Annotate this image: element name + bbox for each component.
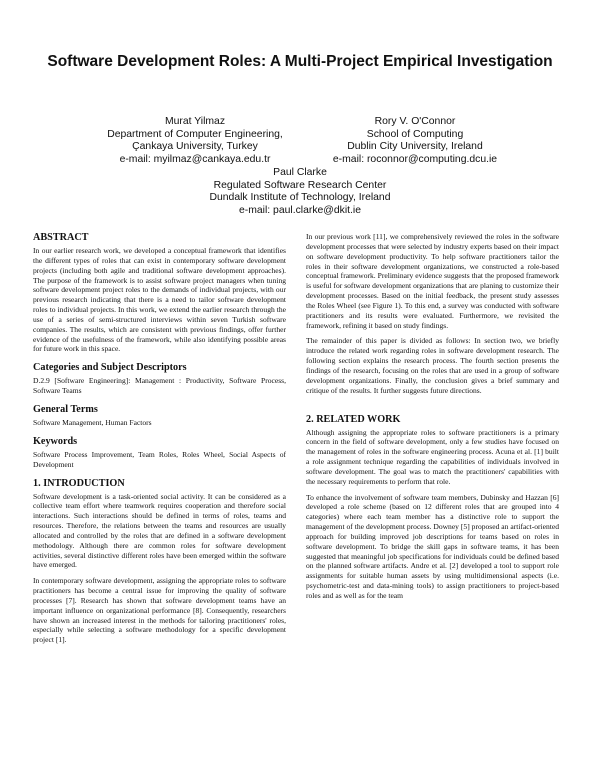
author-email: e-mail: paul.clarke@dkit.ie	[238, 204, 361, 216]
author-affiliation-line: School of Computing	[366, 128, 464, 140]
categories-text: D.2.9 [Software Engineering]: Management : Productivity, Software Process, Software Teams	[33, 376, 286, 396]
introduction-paragraph: In contemporary software development, assigning the appropriate roles to software practitioners has become a central issue for improving the quality of software processes [7]. Research has shown that software development teams have an important influence on organizational performance [8]. Consequently, researchers have shown an increased interest in the methods for tailoring practitioners' roles, especially while selecting a software methodology for a specific development project [1].	[33, 576, 286, 645]
author-name: Murat Yilmaz	[164, 116, 226, 127]
general-terms-heading: General Terms	[33, 403, 98, 415]
related-work-paragraph: To enhance the involvement of software team members, Dubinsky and Hazzan [6] developed a role scheme (based on 12 different roles that are grouped into 4 categories) where each team member has a distinctive role to support the management of the development process. Downey [5] proposed an artifact-oriented approach for building improved job descriptions for teams based on roles in software development. To bridge the skill gaps in software teams, it has been suggested that meaningful job specifications for individuals could be defined based on the planned software artifacts. Andre et al. [2] developed a tool to support role assignments for suitable human assets by using multidimensional aspects (i.e. psychometric-test and data-mining tools) to assign practitioners to project-based roles and as well as for the team	[306, 492, 559, 600]
author-affiliation-line: Çankaya University, Turkey	[132, 141, 258, 153]
author-block-1	[70, 116, 320, 166]
keywords-heading: Keywords	[33, 435, 78, 447]
keywords-text: Software Process Improvement, Team Roles, Roles Wheel, Social Aspects of Development	[33, 449, 286, 469]
introduction-paragraph: Software development is a task-oriented social activity. It can be considered as a collective team effort where teamwork requires cooperation and therefore social interactions. Such interactions should be defined in terms of roles, teams and resources. Therefore, the relations between the teams and resources are usually allocated and controlled by the roles that are defined in a software development methodology. Although there are common roles for software development activities, several distinctive different roles have been emerged within the software have emerged.	[33, 491, 286, 570]
categories-heading: Categories and Subject Descriptors	[33, 362, 187, 374]
body-paragraph: The remainder of this paper is divided as follows: In section two, we briefly introduce the related work regarding roles in software development research. The following section explains the research process. The fourth section presents the findings of the research, focusing on the roles that are used in a group of software development organizations. Finally, the conclusion gives a brief summary and critique of the results. It further suggests future directions.	[306, 336, 559, 395]
body-paragraph: In our previous work [11], we comprehensively reviewed the roles in the software development processes that were selected by industry experts based on their impact on software development productivity. To help software practitioners tailor the roles in their software development organizations, we constructed a role-based conceptual framework. Preliminary evidence suggests that the proposed framework is useful for software development organizations that are planing to customize their development processes. Based on the initial feedback, the present study assesses the Roles Wheel (see Figure 1). To this end, a survey was conducted with software practitioners and its results were evaluated. Furthermore, we revisited the framework, refining it based on study findings.	[306, 232, 559, 330]
introduction-heading: 1. INTRODUCTION	[33, 477, 125, 489]
general-terms-text: Software Management, Human Factors	[33, 417, 152, 427]
related-work-heading: 2. RELATED WORK	[306, 413, 401, 425]
author-name: Paul Clarke	[273, 167, 327, 178]
related-work-paragraph: Although assigning the appropriate roles to software practitioners is a primary concern in the field of software development, only a few studies have focused on the management of roles in the software engineering process. Acuna et al. [1] built a role assignment technique regarding the capabilities of individuals involved in software development. The goal was to match the practitioners' capabilities with the necessary requirements to perform that role.	[306, 427, 559, 486]
abstract-heading: ABSTRACT	[33, 232, 89, 243]
author-email: e-mail: myilmaz@cankaya.edu.tr	[119, 153, 271, 165]
abstract-text: In our earlier research work, we developed a conceptual framework that identifies the different types of roles that can exist in contemporary software development projects (including both agile and traditional software development approaches). The purpose of the framework is to assist software project managers when tuning software development project roles to the demands of individual projects, with our previous research indicating that there is a need to tailor software development roles to individual projects. In this work, we extend the earlier research through the use of a series of semi-structured interviews within seven Turkish software companies. The results, which are consistent with previous findings, offer further evidence of the usefulness of the framework, while also identifying possible areas for future work in this space.	[33, 246, 286, 354]
author-affiliation-line: Regulated Software Research Center	[213, 179, 387, 191]
right-column	[306, 232, 559, 601]
paper-title: Software Development Roles: A Multi-Project Empirical Investigation	[47, 53, 553, 70]
author-email: e-mail: roconnor@computing.dcu.ie	[332, 153, 498, 165]
left-column	[33, 232, 286, 645]
author-affiliation-line: Dundalk Institute of Technology, Ireland	[209, 192, 391, 204]
author-affiliation-line: Department of Computer Engineering,	[107, 128, 283, 140]
author-block-3	[150, 167, 450, 217]
author-affiliation-line: Dublin City University, Ireland	[347, 141, 483, 153]
author-block-2	[290, 116, 540, 166]
author-name: Rory V. O'Connor	[374, 116, 456, 127]
